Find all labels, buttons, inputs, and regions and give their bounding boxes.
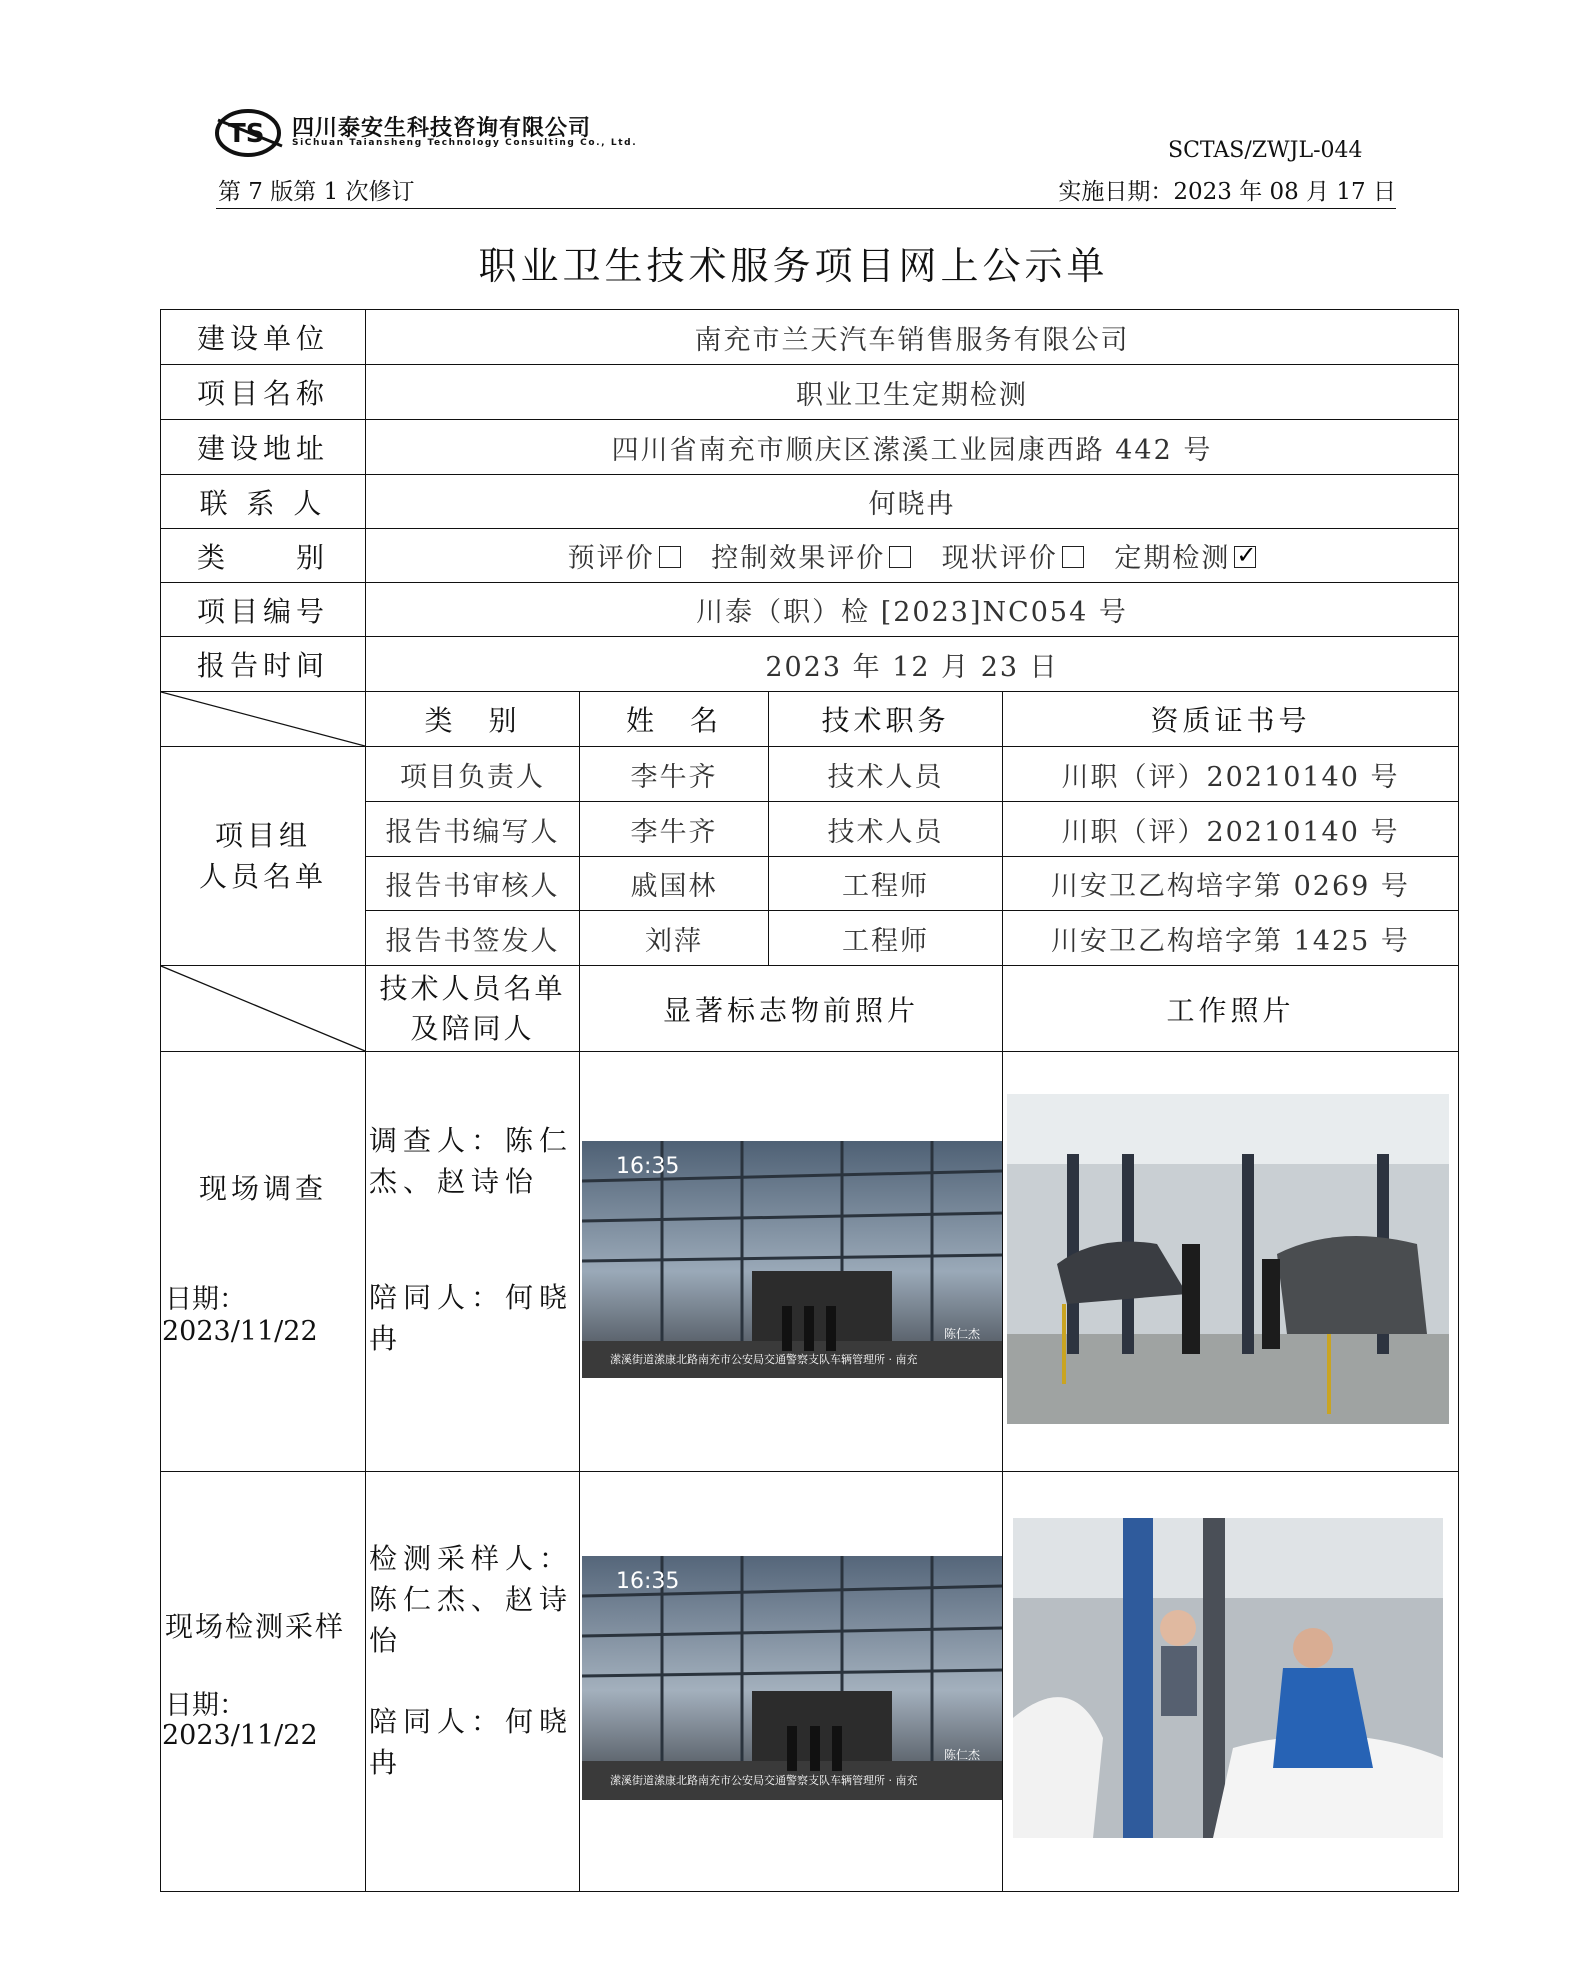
member-certificate: 川职（评）20210140 号 — [1003, 747, 1459, 802]
survey-work-photo — [1007, 1094, 1449, 1424]
team-header-certificate: 资质证书号 — [1003, 692, 1459, 747]
sampling-staff-cell — [366, 1472, 580, 1892]
member-role: 报告书审核人 — [366, 857, 580, 911]
diagonal-header-cell — [161, 966, 366, 1052]
member-name: 李牛齐 — [580, 802, 769, 857]
periodic-detection-checkbox[interactable] — [1234, 546, 1256, 568]
row-construction-unit — [161, 310, 1459, 365]
photos-header-row — [161, 966, 1459, 1052]
staff-header: 技术人员名单 及陪同人 — [366, 966, 580, 1052]
row-contact — [161, 475, 1459, 529]
document-code: SCTAS/ZWJL-044 — [1168, 138, 1363, 163]
company-name-cn: 四川泰安生科技咨询有限公司 — [292, 116, 592, 141]
sampling-landmark-photo — [582, 1556, 1002, 1800]
sampling-landmark-cell — [580, 1472, 1003, 1892]
implementation-date: 实施日期：2023 年 08 月 17 日 — [1058, 179, 1396, 205]
svg-text:潆溪街道潆康北路南充市公安局交通警察支队车辆管理所 · 南充: 潆溪街道潆康北路南充市公安局交通警察支队车辆管理所 · 南充 — [610, 1353, 918, 1366]
team-header-row — [161, 692, 1459, 747]
sampling-staff: 检测采样人：陈仁杰、赵诗怡 — [369, 1542, 574, 1657]
category-status-evaluation: 现状评价 — [942, 543, 1084, 574]
survey-staff-cell — [366, 1052, 580, 1472]
row-report-time — [161, 637, 1459, 692]
member-title: 技术人员 — [769, 802, 1003, 857]
member-name: 戚国林 — [580, 857, 769, 911]
header-divider — [216, 208, 1396, 209]
survey-row — [161, 1052, 1459, 1472]
team-header-name: 姓 名 — [580, 692, 769, 747]
svg-text:16:35: 16:35 — [616, 1569, 680, 1594]
construction-unit-value: 南充市兰天汽车销售服务有限公司 — [366, 310, 1459, 365]
project-code-value: 川泰（职）检 [2023]NC054 号 — [366, 583, 1459, 637]
team-header-title: 技术职务 — [769, 692, 1003, 747]
member-title: 技术人员 — [769, 747, 1003, 802]
sampling-date: 2023/11/22 — [162, 1720, 318, 1751]
sampling-date-label: 日期： — [165, 1690, 246, 1721]
member-title: 工程师 — [769, 911, 1003, 966]
control-effect-checkbox[interactable] — [889, 546, 911, 568]
sampling-work-cell — [1003, 1472, 1459, 1892]
category-periodic-detection: 定期检测✓ — [1114, 543, 1256, 574]
team-header-category: 类 别 — [366, 692, 580, 747]
category-control-effect: 控制效果评价 — [711, 543, 911, 574]
svg-text:陈仁杰: 陈仁杰 — [944, 1327, 981, 1341]
sampling-escort: 陪同人：何晓冉 — [369, 1705, 574, 1779]
survey-date: 2023/11/22 — [162, 1316, 318, 1347]
survey-label: 现场调查 — [198, 1172, 327, 1205]
document-title: 职业卫生技术服务项目网上公示单 — [478, 244, 1109, 288]
svg-text:陈仁杰: 陈仁杰 — [944, 1748, 981, 1762]
team-list-label: 项目组 人员名单 — [161, 747, 366, 966]
contact-label: 联 系 人 — [161, 475, 366, 529]
team-member-row — [161, 747, 1459, 802]
member-role: 报告书编写人 — [366, 802, 580, 857]
version-text: 第 7 版第 1 次修订 — [218, 179, 415, 205]
company-name-en: SiChuan Taiansheng Technology Consulting Co., Ltd. — [292, 138, 638, 148]
contact-value: 何晓冉 — [366, 475, 1459, 529]
pre-evaluation-checkbox[interactable] — [659, 546, 681, 568]
landmark-photo-header: 显著标志物前照片 — [580, 966, 1003, 1052]
member-role: 报告书签发人 — [366, 911, 580, 966]
address-value: 四川省南充市顺庆区潆溪工业园康西路 442 号 — [366, 420, 1459, 475]
survey-landmark-photo — [582, 1141, 1002, 1378]
sampling-row — [161, 1472, 1459, 1892]
sampling-label-cell — [161, 1472, 366, 1892]
survey-escort: 陪同人：何晓冉 — [369, 1281, 574, 1355]
survey-staff: 调查人：陈仁杰、赵诗怡 — [369, 1124, 574, 1198]
member-certificate: 川职（评）20210140 号 — [1003, 802, 1459, 857]
svg-text:潆溪街道潆康北路南充市公安局交通警察支队车辆管理所 · 南充: 潆溪街道潆康北路南充市公安局交通警察支队车辆管理所 · 南充 — [610, 1774, 918, 1787]
project-name-value: 职业卫生定期检测 — [366, 365, 1459, 420]
member-name: 刘萍 — [580, 911, 769, 966]
construction-unit-label: 建设单位 — [161, 310, 366, 365]
company-logo — [212, 106, 288, 158]
project-name-label: 项目名称 — [161, 365, 366, 420]
survey-label-cell — [161, 1052, 366, 1472]
category-options — [366, 529, 1459, 583]
survey-work-cell — [1003, 1052, 1459, 1472]
row-address — [161, 420, 1459, 475]
member-title: 工程师 — [769, 857, 1003, 911]
row-project-code — [161, 583, 1459, 637]
member-certificate: 川安卫乙构培字第 0269 号 — [1003, 857, 1459, 911]
address-label: 建设地址 — [161, 420, 366, 475]
member-role: 项目负责人 — [366, 747, 580, 802]
report-time-label: 报告时间 — [161, 637, 366, 692]
project-code-label: 项目编号 — [161, 583, 366, 637]
survey-landmark-cell — [580, 1052, 1003, 1472]
work-photo-header: 工作照片 — [1003, 966, 1459, 1052]
report-time-value: 2023 年 12 月 23 日 — [366, 637, 1459, 692]
survey-date-label: 日期： — [165, 1284, 246, 1315]
member-name: 李牛齐 — [580, 747, 769, 802]
status-evaluation-checkbox[interactable] — [1062, 546, 1084, 568]
row-project-name — [161, 365, 1459, 420]
svg-text:16:35: 16:35 — [616, 1154, 680, 1179]
svg-text:TS: TS — [228, 119, 265, 149]
sampling-label: 现场检测采样 — [165, 1610, 346, 1643]
sampling-work-photo — [1013, 1518, 1443, 1838]
publicity-form-table — [160, 309, 1459, 1892]
category-pre-evaluation: 预评价 — [568, 543, 681, 574]
category-label: 类 别 — [161, 529, 366, 583]
row-category — [161, 529, 1459, 583]
diagonal-header-cell — [161, 692, 366, 747]
member-certificate: 川安卫乙构培字第 1425 号 — [1003, 911, 1459, 966]
